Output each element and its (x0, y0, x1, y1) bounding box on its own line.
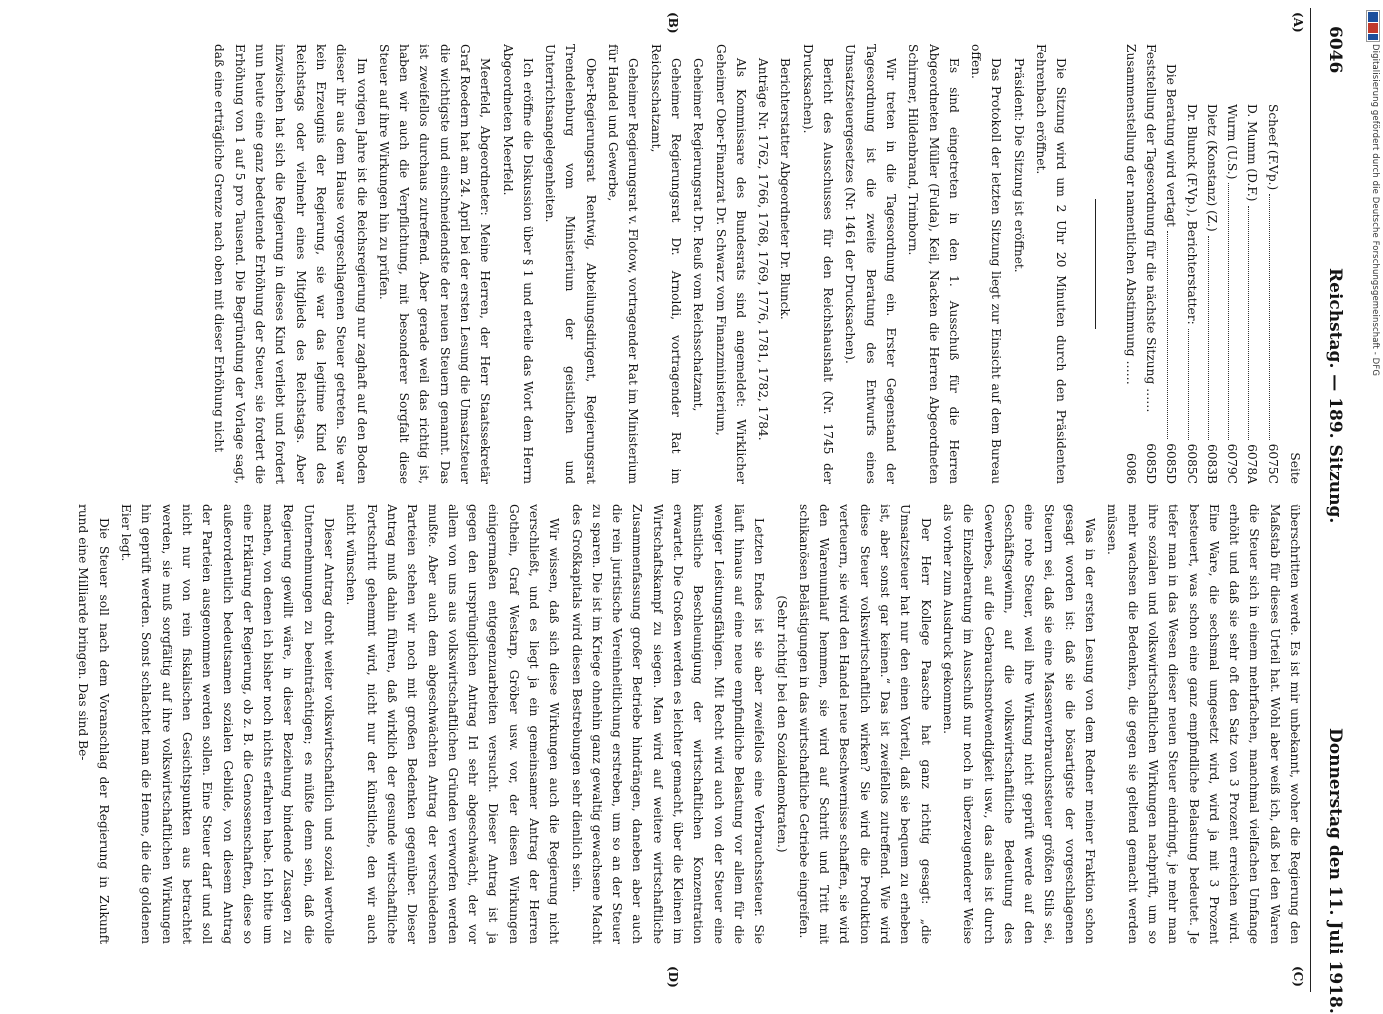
paragraph: Die Steuer soll nach dem Voranschlag der Regierung in Zukunft rund eine Milliarde bringen. Das sind Be- (76, 504, 111, 944)
schedule-row (1202, 44, 1222, 484)
schedule-row (1242, 44, 1262, 484)
paragraph: Die Sitzung wird um 2 Uhr 20 Minuten durch den Präsidenten Fehrenbach eröffnet. (1034, 44, 1069, 484)
schedule-page: 6079C (1225, 443, 1240, 484)
paragraph: Geheimer Regierungsrat v. Flotow, vortragender Rat im Ministerium für Handel und Gewerbe, (606, 44, 641, 484)
paragraph: Letzten Endes ist sie aber zweifellos eine Verbrauchssteuer. Sie läuft hinaus auf eine neue empfindliche Belastung vor allem für die weniger Leistungsfähigen. Mit Recht wird auch von der Steuer eine künstliche Beschleunigung der wirtschaftlichen Konzentration erwartet. Die Großen werden es leichter gemacht, über die Kleinen im Wirtschaftskampf zu siegen. Man wird auf weitere wirtschaftliche Zusammenfassung großer Betriebe hindrängen, daneben aber auch die rein juristische Vereinheitlichung erstreben, um so an der Steuer zu sparen. Die ist im Kriege ohnehin ganz gewaltig gewachsene Macht des Großkapitals wird diesen Bestrebungen sehr dienlich sein. (569, 504, 767, 944)
header-date: Donnerstag den 11. Juli 1918. (1325, 728, 1345, 1014)
paragraph: Der Herr Kollege Paasche hat ganz richtig gesagt: „die Umsatzsteuer hat nur den einen Vorteil, daß sie bequem zu erheben ist, aber sonst gar keinen.“ Das ist zweifellos zutreffend. Wie wird diese Steuer volkswirtschaftlich wirken? Sie wird die Produktion verteuern, sie wird den Handel neue Beschwernisse schaffen, sie wird den Warenumlauf hemmen, sie wird auf Schritt und Tritt mit schikanösen Belästigungen in das wirtschaftliche Getriebe eingreifen. (796, 504, 933, 944)
speaker-schedule (1120, 44, 1282, 484)
page-number: 6046 (1325, 26, 1345, 74)
paragraph: Wir treten in die Tagesordnung ein. Erster Gegenstand der Tagesordnung ist die zweite Beratung des Entwurfs eines Umsatzsteuergesetzes (Nr. 1461 der Drucksachen). (843, 44, 898, 484)
schedule-item-text: Zusammenstellung der namentlichen Abstimmung (1123, 44, 1138, 357)
paragraph: Ich eröffne die Diskussion über § 1 und erteile das Wort dem Herrn Abgeordneten Meerfeld. (500, 44, 535, 484)
schedule-row (1181, 44, 1201, 484)
dot-leader (1208, 236, 1219, 440)
schedule-row (1161, 44, 1181, 484)
section-divider (1095, 199, 1096, 329)
scanned-page (15, 8, 1355, 1014)
schedule-page: 6085D (1143, 443, 1158, 484)
paragraph: Es sind eingetreten in den 1. Ausschuß für die Herren Abgeordneten Müller (Fulda), Keil, Nacken die Herren Abgeordneten Schirmer, Hildenbrand, Trimborn. (906, 44, 961, 484)
paragraph: Präsident: Die Sitzung ist eröffnet. (1011, 58, 1026, 273)
schedule-page: 6078A (1245, 444, 1260, 484)
paragraph: Dieser Antrag droht weiter volkswirtschaftlich und sozial wertvolle Unternehmungen zu beeinträchtigen; es müßte denn sein, daß die Regierung gewillt wäre, in dieser Beziehung bindende Zusagen zu machen, von denen ich bisher noch nichts erfahren habe. Ich bitte um eine Erklärung der Regierung, ob z. B. die Genossenschaften, diese so außerordentlich bedeutsamen sozialen Gebilde, von diesem Antrag der Parteien ausgenommen werden sollen. Eine Steuer darf und soll nicht nur von rein fiskalischen Gesichtspunkten aus betrachtet werden, sie muß sorgfältig auf ihre volkswirtschaftlichen Wirkungen hin geprüft werden. Sonst schlachtet man die Henne, die die goldenen Eier legt. (119, 504, 337, 944)
dfg-logo (1366, 10, 1380, 42)
dfg-logo-mark (1368, 34, 1378, 40)
digitization-note: Digitalisierung gefördert durch die Deutsche Forschungsgemeinschaft - DFG (1370, 44, 1380, 377)
schedule-speaker: Dr. Blunck (F.Vp.), Berichterstatter: (1184, 104, 1199, 325)
margin-marker-a: (A) (1291, 12, 1305, 33)
paragraph: Anträge Nr. 1762, 1766, 1768, 1769, 1776, 1781, 1782, 1784. (756, 58, 771, 441)
schedule-item: Feststellung der Tagesordnung für die nächste Sitzung …… 6085D (1141, 44, 1161, 484)
page-header (1310, 8, 1355, 1014)
margin-marker-b: (B) (666, 12, 680, 34)
margin-marker-c: (C) (1291, 966, 1305, 987)
schedule-speaker: Die Beratung wird vertagt (1164, 64, 1179, 227)
margin-marker-d: (D) (666, 966, 680, 988)
paragraph: Was in der ersten Lesung von dem Redner meiner Fraktion schon gesagt worden ist: daß sie die bösartigste der vorgeschlagenen Steuern sei, daß sie eine Massenverbrauchssteuer größten Stils sei, eine rohe Steuer, weil ihre Wirkung nicht geprüft werde auf den Geschäftsgewinn, auf die volkswirtschaftliche Bedeutung des Gewerbes, auf die Gebrauchsnotwendigkeit usw., das alles ist durch die Einzelberatung im Ausschuß nur noch in überzeugenderer Weise als vorher zum Ausdruck gekommen. (940, 504, 1098, 944)
dot-leader (1167, 231, 1178, 439)
paragraph: Geheimer Regierungsrat Dr. Reuß vom Reichsschatzamt, (691, 58, 706, 412)
paragraph: Wir wissen, daß sich diese Wirkungen auch die Regierung nicht verschließt, und es liegt ja ein gemeinsamer Antrag der Herren Gothein, Graf Westarp, Gröber usw. vor, der diesen Wirkungen einigermaßen entgegenzuarbeiten versucht. Dieser Antrag ist ja gegen den ursprünglichen Antrag Irl sehr abgeschwächt, der vor allem von uns aus volkswirtschaftlichen Gründen verworfen werden mußte. Aber auch dem abgeschwächten Antrag der verschiedenen Parteien stehen wir noch mit großen Bedenken gegenüber. Dieser Antrag muß dahin führen, daß wirklich der gesunde wirtschaftliche Fortschritt gehemmt wird, nicht nur der künstliche, den wir auch nicht wünschen. (344, 504, 562, 944)
schedule-speaker: Dietz (Konstanz) (Z.) (1204, 104, 1219, 232)
schedule-page: 6075C (1265, 443, 1280, 484)
schedule-speaker: Wurm (U.S.) (1225, 104, 1240, 180)
schedule-item: Zusammenstellung der namentlichen Abstimmung …… 6086 (1120, 44, 1140, 484)
dot-leader (1269, 194, 1280, 439)
schedule-header: Seite (1288, 452, 1302, 484)
paragraph: Meerfeld, Abgeordneter: Meine Herren, der Herr Staatssekretär Graf Roedern hat am 24. April bei der ersten Lesung die Umsatzsteuer die wichtigste und einschneidendste der neuen Steuern genannt. Das ist zweifellos durchaus zutreffend. Aber gerade weil das richtig ist, haben wir auch die Verpflichtung, mit besonderer Sorgfalt diese Steuer auf ihre Wirkungen hin zu prüfen. (376, 44, 493, 484)
dot-leader (1248, 206, 1259, 441)
paragraph: Als Kommissare des Bundesrats sind angemeldet: Wirklicher Geheimer Ober-Finanzrat Dr. Schwarz vom Finanzministerium, (713, 44, 748, 484)
schedule-row (1222, 44, 1242, 484)
paragraph: Im vorigen Jahre ist die Reichsregierung nur zaghaft auf den Boden dieser ihr aus dem Hause vorgeschlagenen Steuer getreten. Sie war kein Erzeugnis der Regierung, sie war das legitime Kind des Reichstags oder vielmehr eines Mitglieds des Reichstags. Aber inzwischen hat sich die Regierung in dieses Kind verliebt und fordert nun heute eine ganz bedeutende Erhöhung der Steuer, sie fordert die Erhöhung von 1 auf 5 pro Tausend. Die Begründung der Vorlage sagt, daß eine erträgliche Grenze nach oben mit dieser Erhöhung nicht (212, 44, 369, 484)
dfg-logo-mark (1368, 12, 1378, 22)
schedule-page: 6083B (1204, 444, 1219, 484)
dfg-logo-mark (1368, 23, 1378, 33)
right-column (35, 504, 1305, 944)
paragraph: Bericht des Ausschusses für den Reichshaushalt (Nr. 1745 der Drucksachen). (800, 44, 836, 484)
schedule-page: 6086 (1123, 452, 1138, 484)
schedule-page: 6085D (1164, 443, 1179, 484)
schedule-speaker: D. Mumm (D.F.) (1245, 104, 1260, 202)
dot-leader (1188, 329, 1199, 440)
schedule-speaker: Scheef (F.Vp.) (1265, 104, 1280, 191)
paragraph: Berichterstatter Abgeordneter Dr. Blunck. (778, 58, 793, 320)
paragraph: überschritten werde. Es ist mir unbekannt, woher die Regierung den Maßstab für dieses Urteil hat. Wohl aber weiß ich, daß bei den Waren die Steuer sich in einem mehrfachen, manchmal vielfachen Umfange erhöht und daß sie sehr oft den Satz von 3 Prozent erreichen wird. Eine Ware, die sechsmal umgesetzt wird, wird ja mit 3 Prozent besteuert, was schon eine ganz empfindliche Belastung bedeutet. Je tiefer man in das Wesen dieser neuen Steuer eindringt, je mehr man ihre sozialen und volkswirtschaftlichen Wirkungen nachprüft, um so mehr wachsen die Bedenken, die gegen sie geltend gemacht werden müssen. (1105, 504, 1302, 944)
paragraph: Geheimer Regierungsrat Dr. Arnoldi, vortragender Rat im Reichsschatzamt, (648, 44, 683, 484)
schedule-page: 6085C (1184, 443, 1199, 484)
schedule-row (1262, 44, 1282, 484)
paragraph: Ober-Regierungsrat Rentwig, Abteilungsdirigent, Regierungsrat Trendelenburg vom Ministerium der geistlichen und Unterrichtsangelegenheiten. (543, 44, 598, 484)
header-session: Reichstag. — 189. Sitzung. (1325, 268, 1345, 524)
dot-leader (1228, 183, 1239, 439)
paragraph: Das Protokoll der letzten Sitzung liegt zur Einsicht auf dem Bureau offen. (969, 44, 1004, 484)
schedule-item-text: Feststellung der Tagesordnung für die nächste Sitzung (1143, 44, 1158, 385)
left-column (35, 44, 1305, 484)
applause-note: (Sehr richtig! bei den Sozialdemokraten.) (774, 595, 789, 853)
